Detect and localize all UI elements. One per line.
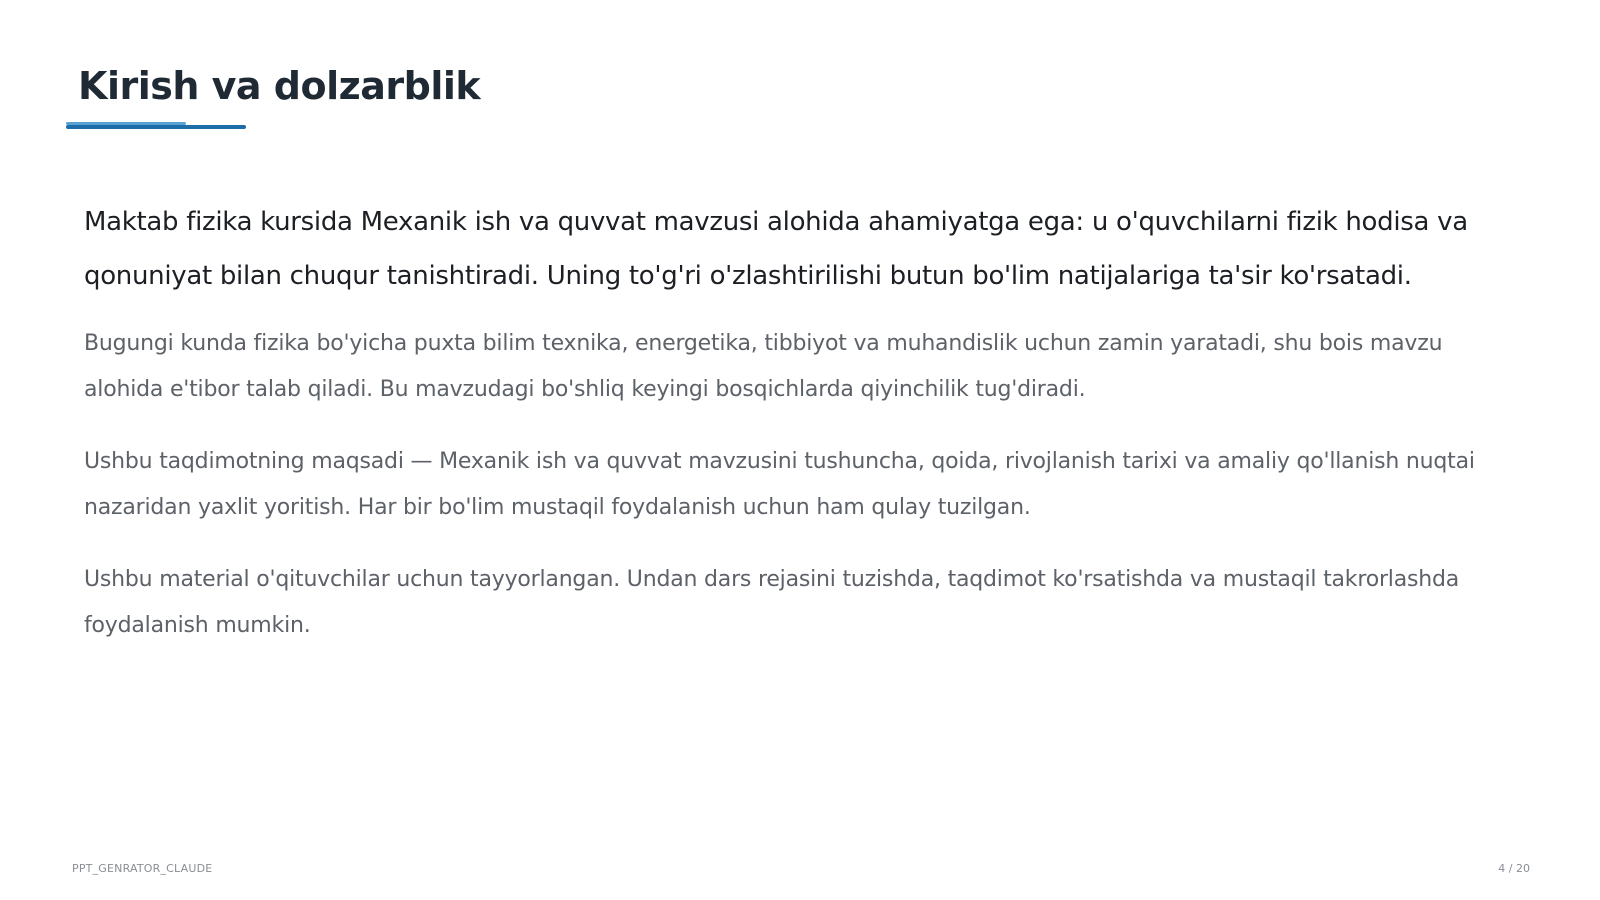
lead-paragraph: Maktab fizika kursida Mexanik ish va quvvat mavzusi alohida ahamiyatga ega: u o'quvchilarni fizik hodisa va qonuniyat bilan chuqur tanishtiradi. Uning to'g'ri o'zlashtirilishi butun bo'lim natijalariga ta'sir ko'rsatadi. — [84, 207, 1468, 291]
title-underline — [66, 122, 246, 130]
slide-content — [84, 195, 1504, 675]
title-underline-bar — [66, 125, 246, 129]
body-paragraph-1: Bugungi kunda fizika bo'yicha puxta bilim texnika, energetika, tibbiyot va muhandislik uchun zamin yaratadi, shu bois mavzu alohida e'tibor talab qiladi. Bu mavzudagi bo'shliq keyingi bosqichlarda qiyinchilik tug'diradi. — [84, 331, 1443, 402]
body-paragraph-2: Ushbu taqdimotning maqsadi — Mexanik ish va quvvat mavzusini tushuncha, qoida, rivojlanish tarixi va amaliy qo'llanish nuqtai nazaridan yaxlit yoritish. Har bir bo'lim mustaqil foydalanish uchun ham qulay tuzilgan. — [84, 449, 1475, 520]
footer-source-label: PPT_GENRATOR_CLAUDE — [72, 862, 213, 875]
page-number: 4 / 20 — [1498, 862, 1530, 875]
body-paragraph-3: Ushbu material o'qituvchilar uchun tayyorlangan. Undan dars rejasini tuzishda, taqdimot ko'rsatishda va mustaqil takrorlashda foydalanish mumkin. — [84, 567, 1460, 638]
slide-title: Kirish va dolzarblik — [78, 64, 481, 108]
title-block — [66, 58, 866, 130]
